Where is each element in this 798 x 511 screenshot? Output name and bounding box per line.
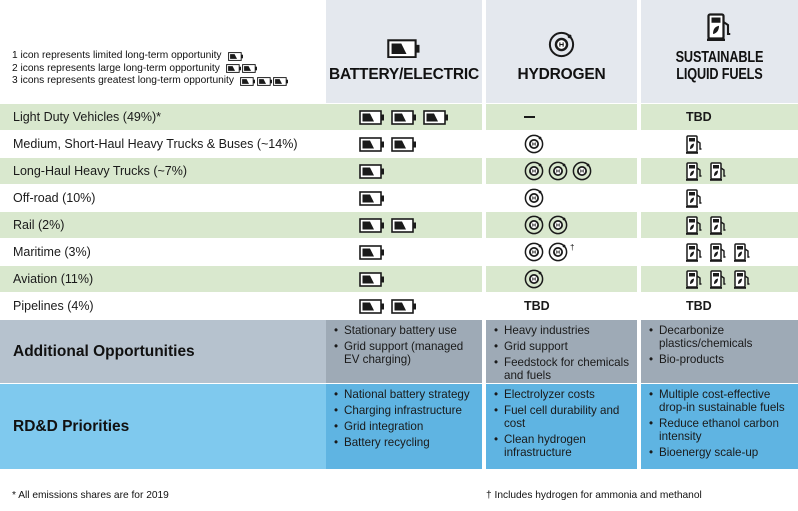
additional-opportunities-label: Additional Opportunities — [0, 320, 326, 384]
hydrogen-icon — [524, 134, 544, 154]
additional-opportunities-fuels — [641, 320, 798, 384]
additional-opportunities-list — [326, 320, 482, 369]
footnote-hydrogen: † Includes hydrogen for ammonia and methanol — [486, 490, 702, 501]
hydrogen-cell — [486, 185, 637, 212]
rdd-priorities-hydrogen — [486, 384, 637, 470]
list-item: • Grid support — [494, 340, 633, 353]
column-title-battery: BATTERY/ELECTRIC — [328, 66, 480, 83]
battery-icon — [391, 110, 417, 125]
hydrogen-cell — [486, 131, 637, 158]
battery-icon — [359, 137, 385, 152]
hydrogen-icon — [548, 242, 568, 262]
legend-item — [12, 75, 326, 88]
legend-item — [12, 50, 326, 63]
row-label: Pipelines (4%) — [0, 293, 326, 320]
battery-icon — [359, 218, 385, 233]
rdd-priorities-list — [326, 384, 474, 452]
fuel-pump-icon — [686, 135, 703, 154]
row-label: Maritime (3%) — [0, 239, 326, 266]
list-item: • Grid integration — [334, 420, 470, 433]
list-item: • Battery recycling — [334, 436, 470, 449]
footnote-emissions: * All emissions shares are for 2019 — [12, 490, 169, 501]
hydrogen-cell — [486, 293, 637, 320]
hydrogen-cell — [486, 104, 637, 131]
battery-icon — [242, 64, 258, 73]
rdd-priorities-list — [641, 384, 798, 462]
rdd-priorities-label: RD&D Priorities — [0, 384, 326, 470]
additional-opportunities-hydrogen — [486, 320, 637, 384]
hydrogen-icon — [548, 161, 568, 181]
fuels-cell — [641, 293, 798, 320]
column-title-fuels-line2: LIQUID FUELS — [676, 66, 763, 83]
battery-cell — [326, 293, 482, 320]
fuel-pump-icon — [686, 243, 703, 262]
list-item: • Decarbonize plastics/chemicals — [649, 324, 794, 350]
fuel-pump-icon — [707, 13, 733, 42]
rdd-priorities-fuels — [641, 384, 798, 470]
battery-icon — [359, 110, 385, 125]
column-title-fuels — [676, 49, 764, 83]
dash-mark — [524, 116, 535, 119]
fuel-pump-icon — [686, 270, 703, 289]
hydrogen-cell — [486, 239, 637, 266]
battery-icon — [423, 110, 449, 125]
rdd-priorities-list — [486, 384, 637, 462]
legend-text: 3 icons represents greatest long-term opportunity — [12, 75, 234, 87]
battery-icon — [391, 299, 417, 314]
battery-cell — [326, 158, 482, 185]
row-label: Light Duty Vehicles (49%)* — [0, 104, 326, 131]
hydrogen-icon — [524, 161, 544, 181]
battery-icon — [391, 218, 417, 233]
battery-icon — [359, 299, 385, 314]
battery-icon — [359, 245, 385, 260]
list-item: • Clean hydrogen infrastructure — [494, 433, 633, 459]
battery-cell — [326, 212, 482, 239]
battery-icon — [387, 39, 421, 59]
fuels-cell — [641, 131, 798, 158]
list-item: • Electrolyzer costs — [494, 388, 633, 401]
column-title-hydrogen: HYDROGEN — [517, 66, 606, 83]
row-label: Aviation (11%) — [0, 266, 326, 293]
hydrogen-icon — [524, 242, 544, 262]
column-title-fuels-line1: SUSTAINABLE — [675, 49, 764, 66]
list-item: • Bio-products — [649, 353, 794, 366]
battery-icon — [273, 77, 289, 86]
fuel-pump-icon — [710, 243, 727, 262]
fuels-cell — [641, 185, 798, 212]
list-item: • Feedstock for chemicals and fuels — [494, 356, 633, 382]
battery-icon — [228, 52, 244, 61]
tbd-label: TBD — [524, 299, 550, 313]
battery-icon — [226, 64, 242, 73]
fuel-pump-icon — [686, 162, 703, 181]
row-label: Long-Haul Heavy Trucks (~7%) — [0, 158, 326, 185]
row-label: Rail (2%) — [0, 212, 326, 239]
list-item: • Charging infrastructure — [334, 404, 470, 417]
battery-icon — [391, 137, 417, 152]
list-item: • National battery strategy — [334, 388, 470, 401]
hydrogen-icon — [524, 215, 544, 235]
legend — [0, 0, 326, 104]
fuel-pump-icon — [734, 270, 751, 289]
battery-icon — [257, 77, 273, 86]
dagger-note: † — [570, 243, 575, 252]
fuel-pump-icon — [686, 216, 703, 235]
list-item: • Fuel cell durability and cost — [494, 404, 633, 430]
fuel-pump-icon — [734, 243, 751, 262]
row-label: Medium, Short-Haul Heavy Trucks & Buses (~14%) — [0, 131, 326, 158]
hydrogen-icon — [548, 31, 575, 58]
column-header-fuels — [641, 0, 798, 104]
battery-cell — [326, 266, 482, 293]
legend-text: 2 icons represents large long-term opportunity — [12, 62, 220, 74]
list-item: • Bioenergy scale-up — [649, 446, 794, 459]
additional-opportunities-list — [486, 320, 637, 385]
column-header-battery — [326, 0, 482, 104]
battery-cell — [326, 239, 482, 266]
battery-cell — [326, 104, 482, 131]
legend-item — [12, 63, 326, 76]
list-item: • Multiple cost-effective drop-in sustainable fuels — [649, 388, 794, 414]
additional-opportunities-battery — [326, 320, 482, 384]
fuel-pump-icon — [710, 216, 727, 235]
list-item: • Heavy industries — [494, 324, 633, 337]
fuels-cell — [641, 104, 798, 131]
battery-icon — [359, 272, 385, 287]
battery-cell — [326, 185, 482, 212]
hydrogen-icon — [524, 269, 544, 289]
legend-text: 1 icon represents limited long-term opportunity — [12, 50, 222, 61]
hydrogen-cell — [486, 158, 637, 185]
fuels-cell — [641, 266, 798, 293]
fuels-cell — [641, 239, 798, 266]
rdd-priorities-battery — [326, 384, 482, 470]
fuel-pump-icon — [710, 162, 727, 181]
additional-opportunities-list — [641, 320, 798, 369]
hydrogen-cell — [486, 212, 637, 239]
hydrogen-icon — [548, 215, 568, 235]
battery-icon — [359, 191, 385, 206]
hydrogen-icon — [524, 188, 544, 208]
list-item: • Grid support (managed EV charging) — [334, 340, 478, 366]
tbd-label: TBD — [686, 110, 712, 124]
fuels-cell — [641, 158, 798, 185]
tbd-label: TBD — [686, 299, 712, 313]
column-header-hydrogen — [486, 0, 637, 104]
list-item: • Stationary battery use — [334, 324, 478, 337]
hydrogen-icon — [572, 161, 592, 181]
list-item: • Reduce ethanol carbon intensity — [649, 417, 794, 443]
battery-cell — [326, 131, 482, 158]
fuel-pump-icon — [686, 189, 703, 208]
battery-icon — [359, 164, 385, 179]
fuels-cell — [641, 212, 798, 239]
row-label: Off-road (10%) — [0, 185, 326, 212]
fuel-pump-icon — [710, 270, 727, 289]
hydrogen-cell — [486, 266, 637, 293]
battery-icon — [240, 77, 256, 86]
